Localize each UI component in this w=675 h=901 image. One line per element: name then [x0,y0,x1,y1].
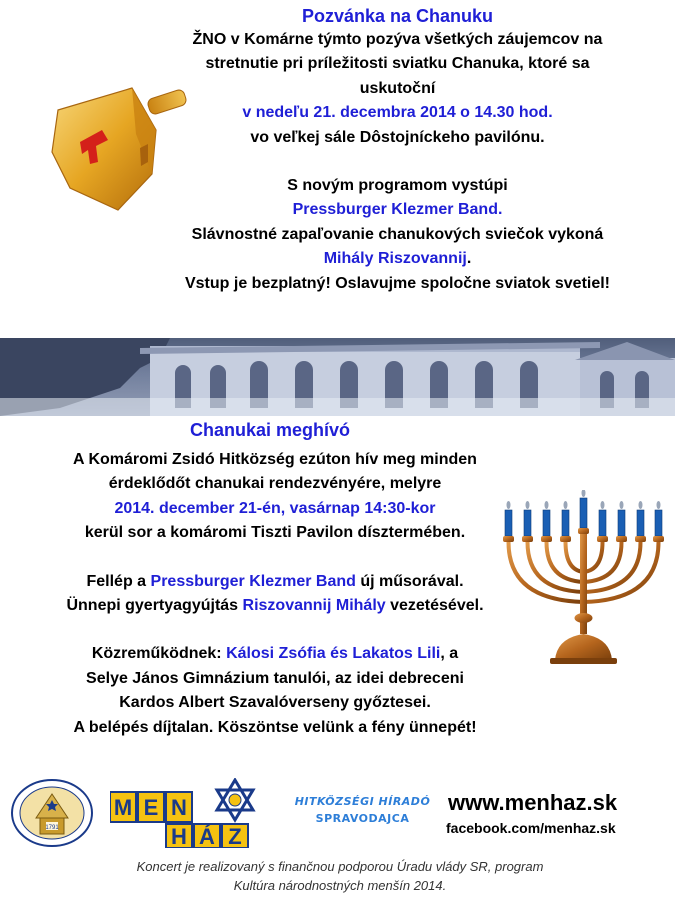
slovak-line-1: ŽNO v Komárne týmto pozýva všetkých záujemcov na [192,31,603,48]
slovak-invitation [120,4,675,296]
slovak-venue: vo veľkej sále Dôstojníckeho pavilónu. [250,128,545,146]
menhaz-letter-z: Z [228,824,242,848]
hungarian-date: 2014. december 21-én, vasárnap 14:30-kor [114,499,436,517]
hungarian-title: Chanukai meghívó [189,420,351,440]
slovak-person: Mihály Riszovannij [323,250,467,268]
hirado-line-2: SPRAVODAJCA [315,812,410,825]
hungarian-line-8: Selye János Gimnázium tanulói, az idei debreceni [86,669,464,687]
menhaz-letter-a: Á [199,824,215,848]
slovak-entry: Vstup je bezplatný! Oslavujme spoločne sviatok svetiel! [184,274,611,292]
slovak-line-3: uskutoční [359,79,436,97]
funding-note-line-2: Kultúra národnostných menšín 2014. [233,878,447,893]
hungarian-perform-pre: Fellép a [86,572,151,590]
hungarian-contrib-pre: Közreműködnek: [91,645,227,663]
hungarian-line-9: Kardos Albert Szavalóverseny győztesei. [119,694,431,712]
hungarian-candles-pre: Ünnepi gyertyagyújtás [66,597,243,615]
slovak-title: Pozvánka na Chanuku [301,6,494,26]
menorah-illustration [495,490,670,665]
funding-note-line-1: Koncert je realizovaný s finančnou podporou Úradu vlády SR, program [136,859,544,874]
seal-year: 1791 [45,825,59,831]
menhaz-letter-m: M [113,795,133,820]
menhaz-letter-h: H [171,824,187,848]
hungarian-person: Riszovannij Mihály [242,597,386,615]
hungarian-line-4: kerül sor a komáromi Tiszti Pavilon dísztermében. [84,524,466,542]
slovak-date: v nedeľu 21. decembra 2014 o 14.30 hod. [242,104,553,122]
hungarian-line-2: érdeklődőt chanukai rendezvényére, melyre [108,475,442,493]
slovak-band: Pressburger Klezmer Band. [292,201,503,219]
funding-note [30,857,650,895]
facebook-link[interactable]: facebook.com/menhaz.sk [446,820,616,836]
hungarian-invitation [5,448,545,740]
slovak-candles: Slávnostné zapaľovanie chanukových sviečok vykoná [191,225,604,243]
hungarian-band: Pressburger Klezmer Band [150,572,356,590]
hungarian-candles-post: vezetésével. [385,597,484,615]
community-seal-logo [10,778,94,848]
hungarian-line-10: A belépés díjtalan. Köszöntse velünk a fény ünnepét! [73,718,477,736]
menhaz-letter-n: N [171,795,187,820]
hungarian-contrib-post: , a [440,645,459,663]
menhaz-letter-e: E [143,795,159,820]
slovak-line-2: stretnutie pri príležitosti sviatku Chanuka, ktoré sa [205,55,590,73]
menhaz-logo [110,778,275,848]
slovak-perform-intro: S novým programom vystúpi [287,177,508,195]
hungarian-line-1: A Komáromi Zsidó Hitközség ezúton hív meg minden [73,451,477,468]
hirado-line-1: HITKÖZSÉGI HÍRADÓ [294,795,431,808]
hungarian-contrib-names: Kálosi Zsófia és Lakatos Lili [226,645,441,663]
slovak-person-end: . [466,250,472,268]
building-banner [0,338,675,416]
hirado-logo [280,795,445,840]
website-link[interactable]: www.menhaz.sk [448,790,618,815]
hungarian-perform-post: új műsorával. [355,572,464,590]
